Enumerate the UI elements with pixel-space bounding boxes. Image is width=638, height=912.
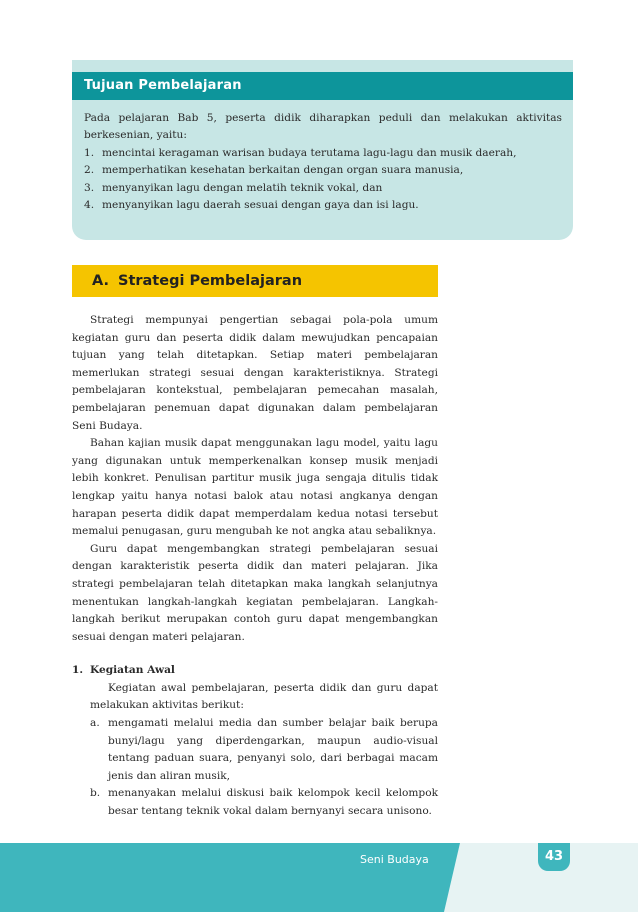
page-number: 43 — [538, 843, 570, 871]
list-number: 2. — [84, 164, 95, 177]
objective-text: menyanyikan lagu daerah sesuai dengan gaya dan isi lagu. — [102, 199, 419, 212]
list-item — [90, 785, 438, 820]
list-item — [90, 715, 438, 785]
subsection-intro: Kegiatan awal pembelajaran, peserta didik dan guru dapat melakukan aktivitas berikut: — [90, 681, 438, 712]
objectives-body — [84, 110, 562, 214]
paragraph: Strategi mempunyai pengertian sebagai pola-pola umum kegiatan guru dan peserta didik dalam mewujudkan pencapaian tujuan yang telah ditetapkan. Setiap materi pembelajaran memerlukan strategi sesuai dengan karakteristiknya. Strategi pembelajaran kontekstual, pembelajaran pemecahan masalah, pembelajaran penemuan dapat digunakan dalam pembelajaran Seni Budaya. — [72, 314, 438, 432]
objectives-list — [84, 145, 562, 215]
objective-item — [84, 197, 562, 214]
objective-text: menyanyikan lagu dengan melatih teknik vokal, dan — [102, 181, 383, 194]
list-letter: a. — [90, 717, 100, 730]
subsection-heading — [72, 662, 438, 680]
section-letter: A. — [92, 273, 109, 289]
objective-text: memperhatikan kesehatan berkaitan dengan organ suara manusia, — [102, 164, 464, 177]
objective-text: mencintai keragaman warisan budaya terutama lagu-lagu dan musik daerah, — [102, 146, 517, 159]
section-heading — [72, 265, 438, 297]
objectives-title: Tujuan Pembelajaran — [72, 72, 573, 100]
list-number: 1. — [84, 146, 95, 159]
paragraph: Guru dapat mengembangkan strategi pembelajaran sesuai dengan karakteristik peserta didik dan materi pelajaran. Jika strategi pembelajaran telah ditetapkan maka langkah selanjutnya menentukan langkah-langkah kegiatan pembelajaran. Langkah-langkah berikut merupakan contoh guru dapat mengembangkan sesuai dengan materi pelajaran. — [72, 542, 438, 643]
subsection-body — [72, 680, 438, 821]
book-title: Seni Budaya — [360, 853, 429, 866]
list-letter: b. — [90, 787, 101, 800]
subsection-number: 1. — [72, 664, 84, 677]
objective-item — [84, 162, 562, 179]
main-content — [72, 312, 438, 821]
list-number: 4. — [84, 199, 95, 212]
paragraph: Bahan kajian musik dapat menggunakan lagu model, yaitu lagu yang digunakan untuk memperkenalkan konsep musik menjadi lebih konkret. Penulisan partitur musik juga sengaja ditulis tidak lengkap yaitu hanya notasi balok atau notasi angkanya dengan harapan peserta didik dapat memperdalam kedua notasi tersebut memalui penugasan, guru mengubah ke not angka atau sebaliknya. — [72, 437, 438, 538]
list-number: 3. — [84, 181, 95, 194]
section-title: Strategi Pembelajaran — [118, 273, 303, 289]
activity-list — [90, 715, 438, 821]
objective-item — [84, 180, 562, 197]
objective-item — [84, 145, 562, 162]
objectives-intro: Pada pelajaran Bab 5, peserta didik diharapkan peduli dan melakukan aktivitas berkesenian, yaitu: — [84, 112, 562, 142]
list-item-text: mengamati melalui media dan sumber belajar baik berupa bunyi/lagu yang diperdengarkan, maupun audio-visual tentang paduan suara, penyanyi solo, dari berbagai macam jenis dan aliran musik, — [108, 717, 438, 782]
list-item-text: menanyakan melalui diskusi baik kelompok kecil kelompok besar tentang teknik vokal dalam bernyanyi secara unisono. — [108, 787, 438, 818]
subsection-title: Kegiatan Awal — [90, 664, 175, 677]
learning-objectives-box — [72, 60, 573, 240]
